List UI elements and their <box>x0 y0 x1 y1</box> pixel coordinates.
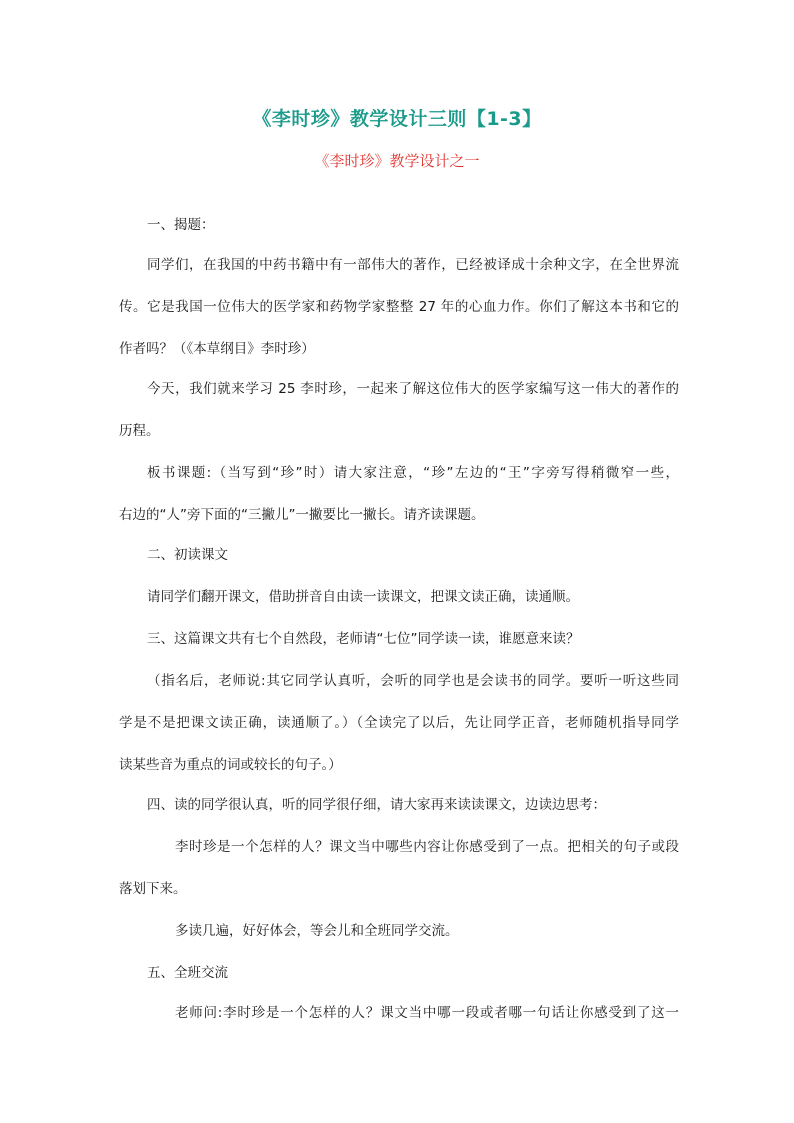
paragraph-line: 板书课题:（当写到“珍”时）请大家注意，“珍”左边的“王”字旁写得稍微窄一些， <box>147 465 679 481</box>
document-subtitle: 《李时珍》教学设计之一 <box>314 152 480 170</box>
paragraph-line: 今天，我们就来学习 25 李时珍，一起来了解这位伟大的医学家编写这一伟大的著作的 <box>147 381 679 397</box>
paragraph-line: 李时珍是一个怎样的人？课文当中哪些内容让你感受到了一点。把相关的句子或段 <box>175 839 679 855</box>
paragraph-line: 同学们，在我国的中药书籍中有一部伟大的著作，已经被译成十余种文字，在全世界流 <box>147 257 679 273</box>
paragraph-line: 传。它是我国一位伟大的医学家和药物学家整整 27 年的心血力作。你们了解这本书和它的 <box>119 299 679 315</box>
paragraph-line: 右边的“人”旁下面的“三撇儿”一撇要比一撇长。请齐读课题。 <box>119 507 485 523</box>
paragraph-line: 请同学们翻开课文，借助拼音自由读一读课文，把课文读正确，读通顺。 <box>147 589 579 605</box>
paragraph-line: （指名后，老师说:其它同学认真听，会听的同学也是会读书的同学。要听一听这些同 <box>147 673 679 689</box>
section-heading-2: 二、初读课文 <box>147 547 228 563</box>
paragraph-line: 作者吗？（《本草纲目》李时珍） <box>119 341 315 357</box>
document-title: 《李时珍》教学设计三则【1-3】 <box>252 108 542 130</box>
paragraph-line: 历程。 <box>119 423 160 439</box>
section-heading-3: 三、这篇课文共有七个自然段，老师请“七位”同学读一读，谁愿意来读？ <box>147 631 580 647</box>
section-heading-4: 四、读的同学很认真，听的同学很仔细，请大家再来读读课文，边读边思考： <box>147 797 606 813</box>
paragraph-line: 学是不是把课文读正确，读通顺了。）（全读完了以后，先让同学正音，老师随机指导同学 <box>119 715 679 731</box>
paragraph-line: 落划下来。 <box>119 881 187 897</box>
paragraph-line: 多读几遍，好好体会，等会儿和全班同学交流。 <box>175 923 459 939</box>
paragraph-line: 老师问:李时珍是一个怎样的人？课文当中哪一段或者哪一句话让你感受到了这一 <box>175 1005 679 1021</box>
section-heading-1: 一、揭题： <box>147 217 215 233</box>
section-heading-5: 五、全班交流 <box>147 965 228 981</box>
paragraph-line: 读某些音为重点的词或较长的句子。） <box>119 757 342 773</box>
